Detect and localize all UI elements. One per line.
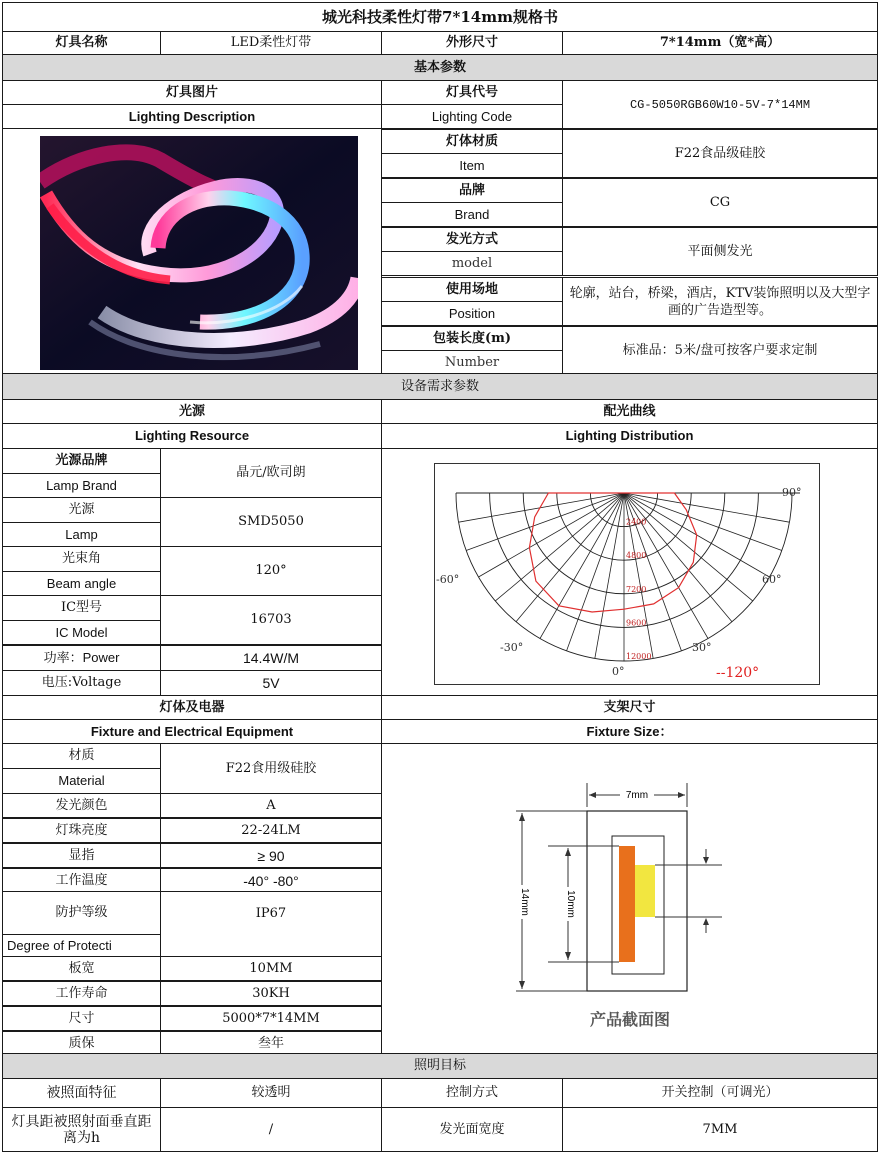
surface-feature-value: 较透明 (160, 1078, 382, 1108)
voltage-value: 5V (160, 670, 382, 696)
radial-tick-label: 4800 (626, 551, 647, 561)
width-dimension-label: 7mm (625, 790, 649, 801)
angle-label: 0° (612, 665, 625, 678)
ip-label-cn: 防护等级 (2, 891, 161, 935)
source-value: 晶元/欧司朗 (160, 448, 382, 498)
lighting-distribution-title: Lighting Distribution (381, 423, 878, 449)
fixture-title: 灯体及电器 (2, 695, 382, 720)
fixture-row-value: A (160, 793, 382, 818)
source-label-cn: 光源 (2, 497, 161, 523)
fixture-row-label: 工作温度 (2, 868, 161, 893)
fixture-electrical-title: Fixture and Electrical Equipment (2, 719, 382, 744)
param-label-cn: 灯具代号 (381, 80, 563, 105)
lamp-name-label: 灯具名称 (2, 31, 161, 55)
source-label-cn: IC型号 (2, 595, 161, 621)
lighting-resource-title: Lighting Resource (2, 423, 382, 449)
angle-label: -30° (500, 641, 524, 654)
fixture-row-value: 30KH (160, 981, 382, 1006)
fixture-row-value: 22-24LM (160, 818, 382, 843)
source-value: SMD5050 (160, 497, 382, 547)
light-distribution-title: 配光曲线 (381, 399, 878, 424)
radial-tick-label: 12000 (626, 652, 652, 661)
material-label-cn: 材质 (2, 743, 161, 769)
param-label-en: Number (381, 350, 563, 375)
fixture-row-label: 发光颜色 (2, 793, 161, 818)
light-source-title: 光源 (2, 399, 382, 424)
param-value: CG (562, 178, 878, 227)
led-chip (635, 865, 655, 917)
param-label-en: Item (381, 153, 563, 178)
param-value: 平面侧发光 (562, 227, 878, 276)
ip-label-en: Degree of Protecti (2, 934, 161, 957)
param-value: CG-5050RGB60W10-5V-7*14MM (562, 80, 878, 129)
lighting-description-title: Lighting Description (2, 104, 382, 129)
param-label-cn: 使用场地 (381, 277, 563, 302)
height-dimension-label: 14mm (519, 888, 530, 916)
led-board (619, 846, 635, 962)
spec-title: 城光科技柔性灯带7*14mm规格书 (2, 2, 878, 32)
angle-label: -60° (436, 573, 460, 586)
outer-size-value: 7*14mm（宽*高） (562, 31, 878, 55)
lamp-picture-title: 灯具图片 (2, 80, 382, 105)
fixture-row-label: 尺寸 (2, 1006, 161, 1031)
param-label-en: Position (381, 301, 563, 326)
param-value: F22食品级硅胶 (562, 129, 878, 178)
param-value: 轮廓，站台，桥梁，酒店，KTV装饰照明以及大型字画的广告造型等。 (562, 277, 878, 326)
fixture-row-label: 灯珠亮度 (2, 818, 161, 843)
ip-value: IP67 (160, 891, 382, 957)
fixture-row-value: 10MM (160, 956, 382, 981)
source-value: 120° (160, 546, 382, 596)
material-label-en: Material (2, 768, 161, 794)
emitting-width-value: 7MM (562, 1107, 878, 1152)
radial-tick-label: 2400 (626, 517, 647, 527)
bracket-size-title: 支架尺寸 (381, 695, 878, 720)
led-strip-photo (40, 136, 358, 370)
cross-section-cell (381, 743, 878, 1054)
fixture-row-value: ≥ 90 (160, 843, 382, 868)
fixture-row-label: 板宽 (2, 956, 161, 981)
radial-tick-label: 9600 (626, 618, 647, 628)
surface-feature-label: 被照面特征 (2, 1078, 161, 1108)
source-label-cn: 光源品牌 (2, 448, 161, 474)
param-label-en: Lighting Code (381, 104, 563, 129)
angle-label: 30° (692, 641, 712, 654)
inner-dimension-label: 10mm (565, 890, 576, 918)
param-label-cn: 包装长度(m) (381, 326, 563, 351)
param-label-cn: 品牌 (381, 178, 563, 203)
equipment-params-header: 设备需求参数 (2, 373, 878, 400)
radial-tick-label: 7200 (626, 584, 647, 594)
source-label-en: Lamp (2, 522, 161, 547)
material-value: F22食用级硅胶 (160, 743, 382, 794)
voltage-label: 电压:Voltage (2, 670, 161, 696)
fixture-row-label: 显指 (2, 843, 161, 868)
power-label: 功率：Power (2, 645, 161, 671)
outer-size-label: 外形尺寸 (381, 31, 563, 55)
emitting-width-label: 发光面宽度 (381, 1107, 563, 1152)
param-label-en: model (381, 251, 563, 276)
vertical-distance-label: 灯具距被照射面垂直距离为h (2, 1107, 161, 1152)
fixture-row-value: 叁年 (160, 1031, 382, 1056)
control-mode-label: 控制方式 (381, 1078, 563, 1108)
param-label-en: Brand (381, 202, 563, 227)
source-label-en: Lamp Brand (2, 473, 161, 498)
source-label-en: Beam angle (2, 571, 161, 596)
cross-section-diagram (492, 749, 752, 1049)
polar-chart-cell (381, 448, 878, 696)
fixture-row-label: 质保 (2, 1031, 161, 1056)
param-value: 标准品：5米/盘可按客户要求定制 (562, 326, 878, 375)
power-value: 14.4W/M (160, 645, 382, 671)
basic-params-header: 基本参数 (2, 54, 878, 81)
param-label-cn: 发光方式 (381, 227, 563, 252)
angle-label: 90° (782, 486, 802, 499)
param-label-cn: 灯体材质 (381, 129, 563, 154)
fixture-row-label: 工作寿命 (2, 981, 161, 1006)
source-label-cn: 光束角 (2, 546, 161, 572)
product-photo-cell (2, 128, 382, 374)
lamp-name-value: LED柔性灯带 (160, 31, 382, 55)
fixture-size-title: Fixture Size： (381, 719, 878, 744)
angle-label: 60° (762, 573, 782, 586)
beam-angle-label: --120° (716, 665, 760, 681)
fixture-row-value: 5000*7*14MM (160, 1006, 382, 1031)
lighting-target-header: 照明目标 (2, 1053, 878, 1079)
source-label-en: IC Model (2, 620, 161, 645)
vertical-distance-value: / (160, 1107, 382, 1152)
fixture-row-value: -40° -80° (160, 868, 382, 893)
light-distribution-chart (434, 463, 820, 685)
control-mode-value: 开关控制（可调光） (562, 1078, 878, 1108)
source-value: 16703 (160, 595, 382, 645)
cross-section-caption: 产品截面图 (589, 1010, 671, 1029)
